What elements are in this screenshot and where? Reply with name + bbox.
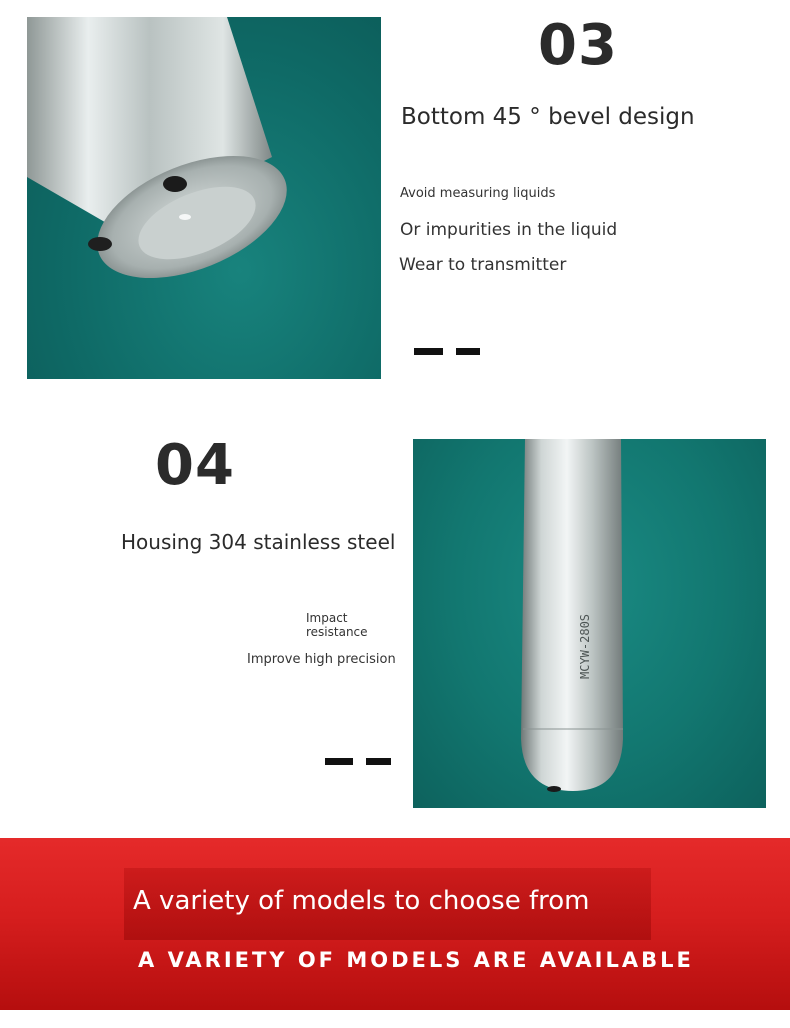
sensor-probe-housing-illustration	[413, 439, 766, 808]
banner-subtitle: A VARIETY OF MODELS ARE AVAILABLE	[138, 948, 694, 972]
models-banner	[0, 838, 790, 1010]
sensor-probe-bottom-illustration	[27, 17, 381, 379]
decorative-dash	[414, 348, 443, 355]
decorative-dash	[456, 348, 480, 355]
section-number: 03	[538, 13, 618, 78]
product-model-marking: MCYW-280S	[578, 613, 592, 679]
feature-line: Or impurities in the liquid	[400, 220, 618, 240]
feature-line: Wear to transmitter	[399, 255, 567, 275]
feature-line: Avoid measuring liquids	[400, 186, 556, 201]
feature-line: Impact resistance	[306, 611, 368, 639]
decorative-dash	[325, 758, 353, 765]
banner-title: A variety of models to choose from	[133, 886, 590, 916]
feature-heading: Housing 304 stainless steel	[121, 530, 396, 554]
stainless-housing-photo	[413, 439, 766, 808]
section-number: 04	[155, 433, 235, 498]
decorative-dash	[366, 758, 391, 765]
feature-line: Improve high precision	[247, 652, 396, 667]
bevel-bottom-photo	[27, 17, 381, 379]
feature-heading: Bottom 45 ° bevel design	[401, 104, 695, 130]
